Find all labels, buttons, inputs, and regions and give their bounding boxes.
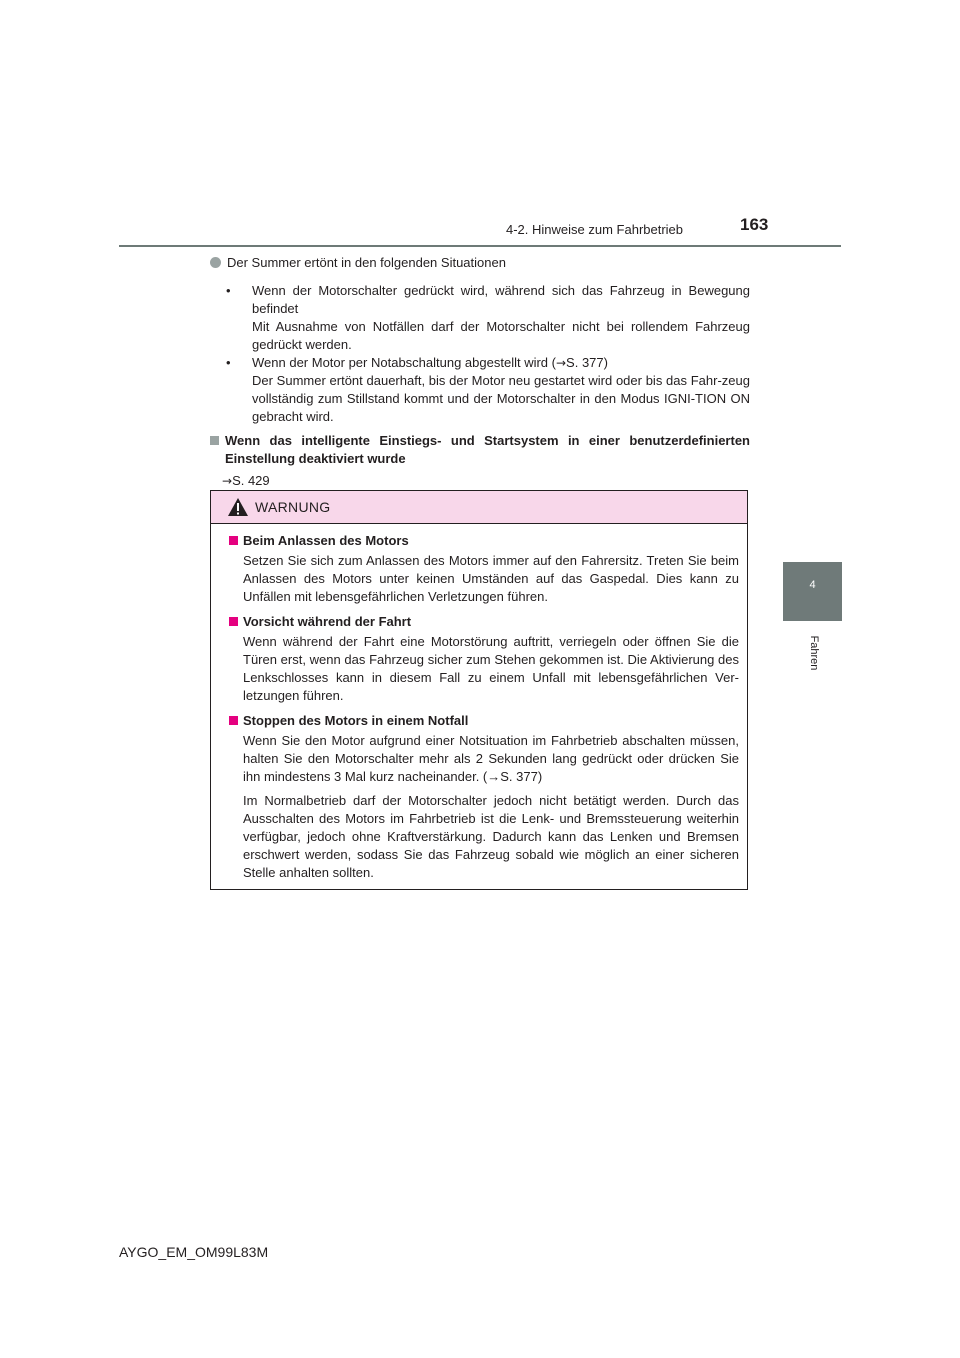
warning-section: [229, 532, 739, 606]
pink-square-bullet-icon: [229, 716, 238, 725]
chapter-number: 4: [809, 579, 816, 591]
bullet: •: [226, 355, 231, 370]
warning-section: [229, 712, 739, 882]
chapter-label: Fahren: [808, 635, 820, 671]
list-item-line: Wenn der Motorschalter gedrückt wird, während sich das Fahrzeug in Bewegung befindet: [252, 283, 750, 316]
disabled-heading: Wenn das intelligente Einstiegs- und Startsystem in einer benutzerdefinierten Einstellung deaktiviert wurde: [225, 433, 750, 466]
list-item-line: Der Summer ertönt dauerhaft, bis der Motor neu gestartet wird oder bis das Fahr-zeug vollständig zum Stillstand kommt und der Motorschalter in den Modus IGNI-TION ON gebracht wird.: [252, 373, 750, 424]
list-item: [226, 354, 750, 426]
warning-triangle-icon: [227, 497, 249, 517]
warning-box: [210, 490, 748, 890]
arrow-icon: →: [555, 356, 567, 370]
square-bullet-icon: [210, 436, 219, 445]
header-rule: [119, 245, 841, 247]
pink-square-bullet-icon: [229, 617, 238, 626]
page-number: 163: [740, 215, 769, 234]
pink-square-bullet-icon: [229, 536, 238, 545]
list-item: [226, 282, 750, 354]
page-reference-link[interactable]: S. 377): [566, 355, 608, 370]
page-reference-link[interactable]: S. 429: [232, 473, 270, 488]
buzzer-heading: Der Summer ertönt in den folgenden Situationen: [227, 255, 506, 270]
header-section-title: 4-2. Hinweise zum Fahrbetrieb: [506, 222, 684, 237]
warning-paragraph: Wenn während der Fahrt eine Motorstörung auftritt, verriegeln oder öffnen Sie die Türen erst, wenn das Fahrzeug sicher zum Stehen gekommen ist. Die Aktivierung des Lenkschlosses kann in diesem Fall zu einem Unfall mit lebensgefährlichen Ver-letzungen führen.: [243, 634, 739, 703]
warning-paragraph: Setzen Sie sich zum Anlassen des Motors immer auf den Fahrersitz. Treten Sie beim Anlassen des Motors unter keinen Umständen auf das Gaspedal. Dies kann zu Unfällen mit lebensgefährlichen Verletzungen führen.: [243, 553, 739, 604]
bullet: •: [226, 283, 231, 298]
warning-section-heading: Beim Anlassen des Motors: [229, 532, 739, 550]
warning-title: WARNUNG: [255, 499, 331, 515]
disabled-heading-line: [222, 432, 750, 468]
arrow-icon: →: [222, 474, 233, 488]
warning-paragraph: Wenn Sie den Motor aufgrund einer Notsituation im Fahrbetrieb abschalten müssen, halten Sie den Motorschalter mehr als 2 Sekunden lang gedrückt oder drücken Sie ihn mindestens 3 Mal kurz nacheinander. (→S. 377): [243, 733, 739, 784]
warning-header: [211, 491, 747, 524]
warning-section-heading: Stoppen des Motors in einem Notfall: [229, 712, 739, 730]
buzzer-list: [226, 282, 750, 426]
list-item-line: Wenn der Motor per Notabschaltung abgestellt wird (: [252, 355, 556, 370]
main-content: [210, 254, 750, 490]
list-item-line: Mit Ausnahme von Notfällen darf der Motorschalter nicht bei rollendem Fahrzeug gedrückt werden.: [252, 319, 750, 352]
circle-bullet-icon: [210, 257, 221, 268]
document-code: AYGO_EM_OM99L83M: [119, 1244, 269, 1260]
warning-section: [229, 613, 739, 705]
warning-body: [211, 524, 747, 882]
warning-section-heading: Vorsicht während der Fahrt: [229, 613, 739, 631]
disabled-reference[interactable]: [222, 472, 750, 490]
warning-paragraph: Im Normalbetrieb darf der Motorschalter jedoch nicht betätigt werden. Durch das Ausschalten des Motors im Fahrbetrieb ist die Lenk- und Bremssteuerung weiterhin verfügbar, jedoch ohne Kraftverstärkung. Dadurch kann das Lenken und Bremsen erschwert werden, sodass Sie das Fahrzeug sobald wie möglich an einer sicheren Stelle anhalten sollten.: [243, 793, 739, 880]
buzzer-heading-line: [210, 254, 750, 272]
